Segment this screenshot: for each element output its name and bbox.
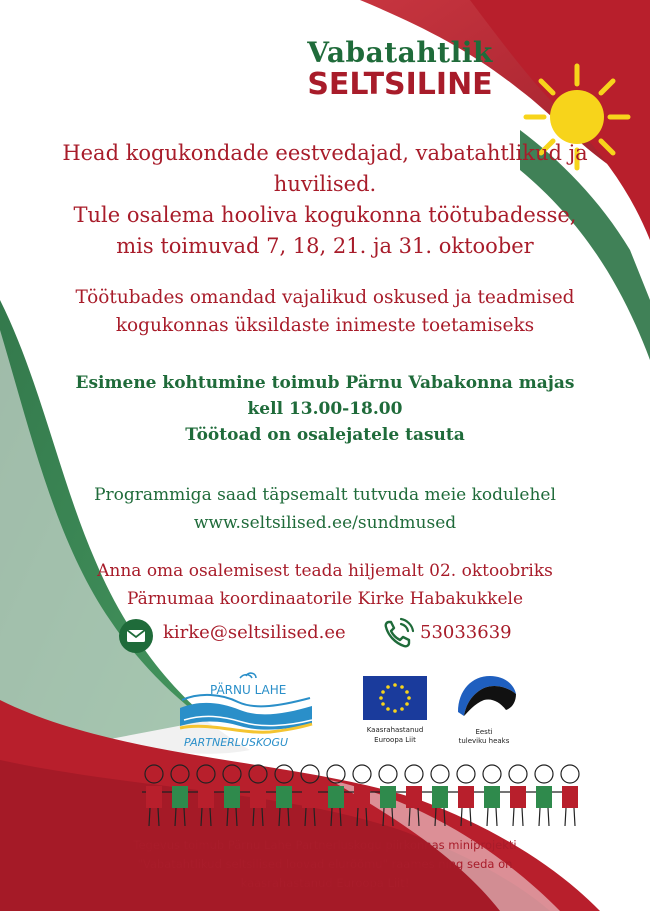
footer-note — [70, 836, 580, 893]
contact-row — [118, 616, 538, 656]
email-icon — [118, 618, 154, 654]
phone-number[interactable]: 53033639 — [420, 622, 512, 643]
eu-caption-line1: Kaasrahastanud — [366, 726, 424, 734]
meeting-line: kell 13.00-18.00 — [247, 399, 403, 419]
phone-icon — [380, 616, 416, 652]
meeting-line: Töötoad on osalejatele tasuta — [185, 425, 465, 445]
eu-flag-logo — [360, 676, 430, 748]
partnership-name-line1: PÄRNU LAHE — [210, 683, 287, 697]
program-line: Programmiga saad täpsemalt tutvuda meie kodulehel — [94, 485, 556, 505]
brand-logo — [300, 38, 500, 102]
footer-line: "Vabatahtlikud seltsilised loovad elurõõmu" raames ning seda on — [137, 857, 513, 871]
meeting-info — [20, 370, 630, 448]
email-address[interactable]: kirke@seltsilised.ee — [163, 622, 346, 643]
estonia-caption-line2: tuleviku heaks — [458, 737, 510, 745]
intro-line: Head kogukondade eestvedajad, vabatahtlikud ja — [62, 141, 588, 165]
skills-line: kogukonnas üksildaste inimeste toetamiseks — [115, 315, 535, 336]
intro-line: huvilised. — [273, 172, 377, 196]
eu-caption-line2: Euroopa Liit — [374, 736, 416, 744]
partnership-logo — [170, 672, 322, 752]
estonia-logo — [450, 670, 520, 750]
registration-line: Pärnumaa koordinaatorile Kirke Habakukkele — [126, 589, 523, 609]
brand-line-2: SELTSILINE — [307, 67, 493, 102]
intro-line: mis toimuvad 7, 18, 21. ja 31. oktoober — [116, 234, 534, 258]
meeting-line: Esimene kohtumine toimub Pärnu Vabakonna majas — [75, 373, 575, 393]
registration-line: Anna oma osalemisest teada hiljemalt 02. oktoobriks — [97, 561, 553, 581]
skills-text — [20, 284, 630, 340]
estonia-caption-line1: Eesti — [475, 728, 493, 736]
program-info — [20, 481, 630, 537]
people-chain-illustration — [140, 762, 580, 834]
partner-logos — [170, 668, 530, 758]
footer-line: kaasrahastanud Euroopa Liit! — [240, 876, 410, 890]
partnership-name-line2: PARTNERLUSKOGU — [184, 736, 289, 749]
brand-line-1: Vabatahtlik — [307, 36, 493, 69]
footer-line: Tegevus toimub Pärnu Lahe Partnerluskogu piirkonnas miniprojekti — [133, 838, 517, 852]
skills-line: Töötubades omandad vajalikud oskused ja teadmised — [75, 287, 575, 308]
intro-line: Tule osalema hooliva kogukonna töötubadesse, — [73, 203, 577, 227]
program-link[interactable]: www.seltsilised.ee/sundmused — [193, 513, 457, 533]
registration-info — [20, 557, 630, 613]
intro-text — [20, 138, 630, 262]
